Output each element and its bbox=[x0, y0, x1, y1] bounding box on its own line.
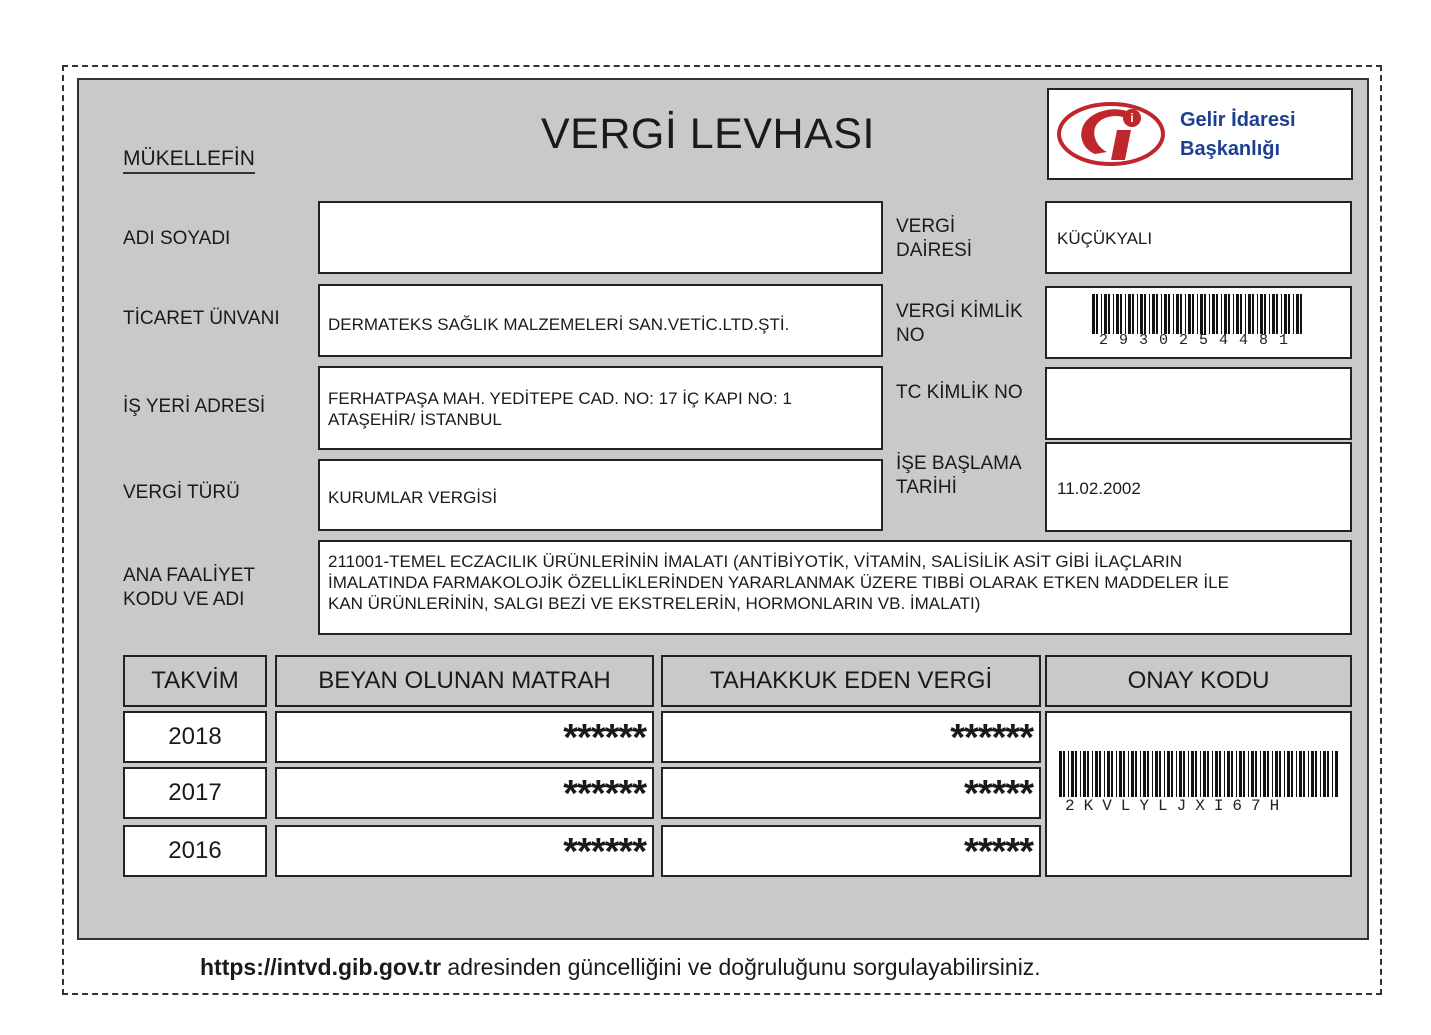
logo-line2: Başkanlığı bbox=[1180, 138, 1281, 160]
barcode-bar bbox=[1132, 294, 1134, 334]
barcode-bar bbox=[1332, 751, 1333, 797]
barcode-bar bbox=[1137, 294, 1138, 334]
barcode-bar bbox=[1236, 751, 1237, 797]
barcode-bar bbox=[1171, 751, 1173, 797]
header-onay-kodu: ONAY KODU bbox=[1045, 655, 1352, 707]
gib-logo bbox=[1047, 88, 1353, 180]
barcode-bar bbox=[1191, 751, 1194, 797]
barcode-bar bbox=[1095, 751, 1098, 797]
gib-logo-icon bbox=[1055, 96, 1173, 172]
barcode-bar bbox=[1275, 751, 1278, 797]
barcode-bar bbox=[1255, 751, 1257, 797]
barcode-bar bbox=[1180, 294, 1182, 334]
barcode-bar bbox=[1111, 751, 1113, 797]
barcode-bar bbox=[1188, 294, 1191, 334]
barcode-bar bbox=[1267, 751, 1269, 797]
adi-soyadi-field bbox=[318, 201, 883, 274]
barcode-bar bbox=[1236, 294, 1239, 334]
ticaret-unvani-label: TİCARET ÜNVANI bbox=[123, 308, 280, 329]
adi-soyadi-label: ADI SOYADI bbox=[123, 228, 231, 249]
barcode-bar bbox=[1143, 751, 1146, 797]
vergi-kimlik-no-label: VERGİ KİMLİK NO bbox=[896, 301, 1023, 346]
barcode-bar bbox=[1104, 751, 1105, 797]
barcode-bar bbox=[1281, 294, 1282, 334]
barcode-bar bbox=[1107, 751, 1110, 797]
barcode-bar bbox=[1303, 751, 1305, 797]
barcode-bar bbox=[1300, 294, 1302, 334]
barcode-bar bbox=[1135, 751, 1137, 797]
barcode-bar bbox=[1104, 294, 1107, 334]
header-takvim: TAKVİM bbox=[123, 655, 267, 707]
barcode-bar bbox=[1203, 751, 1206, 797]
barcode-bar bbox=[1224, 751, 1225, 797]
barcode-bar bbox=[1291, 751, 1293, 797]
barcode-bar bbox=[1123, 751, 1125, 797]
barcode-bar bbox=[1128, 294, 1131, 334]
barcode-bar bbox=[1320, 751, 1321, 797]
barcode-bar bbox=[1140, 751, 1141, 797]
row-vergi: ***** bbox=[661, 767, 1041, 819]
barcode-bar bbox=[1269, 294, 1270, 334]
barcode-bar bbox=[1200, 294, 1203, 334]
barcode-bar bbox=[1315, 751, 1317, 797]
barcode-bar bbox=[1125, 294, 1126, 334]
barcode-bar bbox=[1228, 294, 1230, 334]
barcode-bar bbox=[1101, 294, 1102, 334]
barcode-bar bbox=[1092, 294, 1095, 334]
barcode-bar bbox=[1221, 294, 1222, 334]
barcode-bar bbox=[1168, 294, 1170, 334]
onay-kodu-cell bbox=[1045, 711, 1352, 877]
ticaret-unvani-field: DERMATEKS SAĞLIK MALZEMELERİ SAN.VETİC.LTD.ŞTİ. bbox=[318, 284, 883, 357]
barcode-bar bbox=[1164, 751, 1165, 797]
barcode-bar bbox=[1296, 751, 1297, 797]
barcode-bar bbox=[1131, 751, 1134, 797]
barcode-bar bbox=[1152, 294, 1155, 334]
barcode-bar bbox=[1152, 751, 1153, 797]
barcode-bar bbox=[1263, 751, 1266, 797]
barcode-bar bbox=[1080, 751, 1081, 797]
barcode-bar bbox=[1240, 294, 1242, 334]
header-vergi: TAHAKKUK EDEN VERGİ bbox=[661, 655, 1041, 707]
logo-line1: Gelir İdaresi bbox=[1180, 109, 1296, 131]
barcode-bar bbox=[1284, 294, 1287, 334]
barcode-bar bbox=[1209, 294, 1210, 334]
barcode-bar bbox=[1279, 751, 1281, 797]
barcode-bar bbox=[1128, 751, 1129, 797]
barcode-bar bbox=[1068, 751, 1069, 797]
barcode-bar bbox=[1155, 751, 1158, 797]
row-vergi: ***** bbox=[661, 825, 1041, 877]
ana-faaliyet-field: 211001-TEMEL ECZACILIK ÜRÜNLERİNİN İMALATI (ANTİBİYOTİK, VİTAMİN, SALİSİLİK ASİT GİBİ İLAÇLARIN İMALATINDA FARMAKOLOJİK ÖZELLİKLERİNDEN YARARLANMAK ÜZERE TIBBİ OLARAK ETKEN MADDELER İLE KAN ÜRÜNLERİNİN, SALGI BEZİ VE EKSTRELERİN, HORMONLARIN VB. İMALATI) bbox=[318, 540, 1352, 635]
barcode-bar bbox=[1099, 751, 1101, 797]
barcode-bar bbox=[1239, 751, 1242, 797]
barcode-bar bbox=[1075, 751, 1077, 797]
barcode-bar bbox=[1183, 751, 1185, 797]
barcode-bar bbox=[1219, 751, 1221, 797]
barcode-bar bbox=[1200, 751, 1201, 797]
barcode-bar bbox=[1144, 294, 1146, 334]
barcode-bar bbox=[1248, 294, 1251, 334]
barcode-bar bbox=[1327, 751, 1329, 797]
barcode-bar bbox=[1164, 294, 1167, 334]
barcode-bar bbox=[1119, 751, 1122, 797]
barcode-bar bbox=[1311, 751, 1314, 797]
is-yeri-adresi-field: FERHATPAŞA MAH. YEDİTEPE CAD. NO: 17 İÇ KAPI NO: 1 ATAŞEHİR/ İSTANBUL bbox=[318, 366, 883, 450]
barcode-bar bbox=[1227, 751, 1230, 797]
header-matrah: BEYAN OLUNAN MATRAH bbox=[275, 655, 654, 707]
row-year: 2017 bbox=[123, 767, 267, 819]
barcode-bar bbox=[1287, 751, 1290, 797]
barcode-bar bbox=[1140, 294, 1143, 334]
barcode-bar bbox=[1149, 294, 1150, 334]
row-matrah: ****** bbox=[275, 711, 654, 763]
ise-baslama-label: İŞE BAŞLAMA TARİHİ bbox=[896, 453, 1022, 498]
barcode-bar bbox=[1087, 751, 1089, 797]
barcode-bar bbox=[1071, 751, 1074, 797]
barcode-bar bbox=[1252, 294, 1254, 334]
barcode-bar bbox=[1257, 294, 1258, 334]
barcode-bar bbox=[1173, 294, 1174, 334]
barcode-bar bbox=[1288, 294, 1290, 334]
barcode-bar bbox=[1212, 294, 1215, 334]
barcode-bar bbox=[1185, 294, 1186, 334]
barcode-bar bbox=[1212, 751, 1213, 797]
barcode-bar bbox=[1260, 294, 1263, 334]
barcode-bar bbox=[1245, 294, 1246, 334]
barcode-bar bbox=[1116, 751, 1117, 797]
barcode-bar bbox=[1233, 294, 1234, 334]
barcode-bar bbox=[1323, 751, 1326, 797]
onay-barcode-icon bbox=[1059, 751, 1339, 797]
barcode-bar bbox=[1167, 751, 1170, 797]
row-matrah: ****** bbox=[275, 767, 654, 819]
barcode-bar bbox=[1176, 294, 1179, 334]
barcode-bar bbox=[1272, 751, 1273, 797]
barcode-bar bbox=[1108, 294, 1110, 334]
barcode-bar bbox=[1224, 294, 1227, 334]
vkn-barcode-icon bbox=[1092, 294, 1307, 334]
svg-text:i: i bbox=[1130, 111, 1134, 125]
vergi-dairesi-label: VERGİ DAİRESİ bbox=[896, 216, 973, 261]
row-year: 2018 bbox=[123, 711, 267, 763]
barcode-bar bbox=[1260, 751, 1261, 797]
barcode-bar bbox=[1215, 751, 1218, 797]
barcode-bar bbox=[1276, 294, 1278, 334]
barcode-bar bbox=[1188, 751, 1189, 797]
vergi-turu-field: KURUMLAR VERGİSİ bbox=[318, 459, 883, 531]
barcode-bar bbox=[1161, 294, 1162, 334]
barcode-bar bbox=[1063, 751, 1065, 797]
barcode-bar bbox=[1176, 751, 1177, 797]
barcode-bar bbox=[1308, 751, 1309, 797]
barcode-bar bbox=[1197, 294, 1198, 334]
barcode-bar bbox=[1096, 294, 1098, 334]
footer-note: https://intvd.gib.gov.tr adresinden güncelliğini ve doğruluğunu sorgulayabilirsiniz. bbox=[200, 954, 1041, 980]
barcode-bar bbox=[1147, 751, 1149, 797]
barcode-bar bbox=[1059, 751, 1062, 797]
barcode-bar bbox=[1113, 294, 1114, 334]
ana-faaliyet-label: ANA FAALİYET KODU VE ADI bbox=[123, 565, 255, 610]
barcode-bar bbox=[1243, 751, 1245, 797]
footer-url[interactable]: https://intvd.gib.gov.tr bbox=[200, 954, 442, 980]
barcode-bar bbox=[1231, 751, 1233, 797]
barcode-bar bbox=[1092, 751, 1093, 797]
barcode-bar bbox=[1192, 294, 1194, 334]
is-yeri-adresi-label: İŞ YERİ ADRESİ bbox=[123, 396, 266, 417]
section-heading: MÜKELLEFİN bbox=[123, 147, 255, 174]
vergi-turu-label: VERGİ TÜRÜ bbox=[123, 482, 240, 503]
barcode-bar bbox=[1335, 751, 1338, 797]
barcode-bar bbox=[1083, 751, 1086, 797]
vergi-dairesi-field: KÜÇÜKYALI bbox=[1045, 201, 1352, 274]
barcode-bar bbox=[1293, 294, 1294, 334]
tc-kimlik-no-field bbox=[1045, 367, 1352, 440]
vergi-kimlik-no-field bbox=[1045, 286, 1352, 359]
barcode-bar bbox=[1195, 751, 1197, 797]
tc-kimlik-no-label: TC KİMLİK NO bbox=[896, 382, 1023, 403]
row-matrah: ****** bbox=[275, 825, 654, 877]
barcode-bar bbox=[1296, 294, 1299, 334]
barcode-bar bbox=[1159, 751, 1161, 797]
vkn-digits: 2930254481 bbox=[1099, 332, 1300, 349]
document-title: VERGİ LEVHASI bbox=[541, 110, 875, 158]
barcode-bar bbox=[1179, 751, 1182, 797]
barcode-bar bbox=[1216, 294, 1218, 334]
barcode-bar bbox=[1299, 751, 1302, 797]
barcode-bar bbox=[1120, 294, 1122, 334]
barcode-bar bbox=[1284, 751, 1285, 797]
barcode-bar bbox=[1248, 751, 1249, 797]
barcode-bar bbox=[1272, 294, 1275, 334]
barcode-bar bbox=[1116, 294, 1119, 334]
barcode-bar bbox=[1156, 294, 1158, 334]
onay-kodu-text: 2KVLYLJXI67H bbox=[1065, 797, 1289, 815]
barcode-bar bbox=[1207, 751, 1209, 797]
row-year: 2016 bbox=[123, 825, 267, 877]
barcode-bar bbox=[1251, 751, 1254, 797]
row-vergi: ****** bbox=[661, 711, 1041, 763]
barcode-bar bbox=[1264, 294, 1266, 334]
ise-baslama-field: 11.02.2002 bbox=[1045, 442, 1352, 532]
barcode-bar bbox=[1204, 294, 1206, 334]
